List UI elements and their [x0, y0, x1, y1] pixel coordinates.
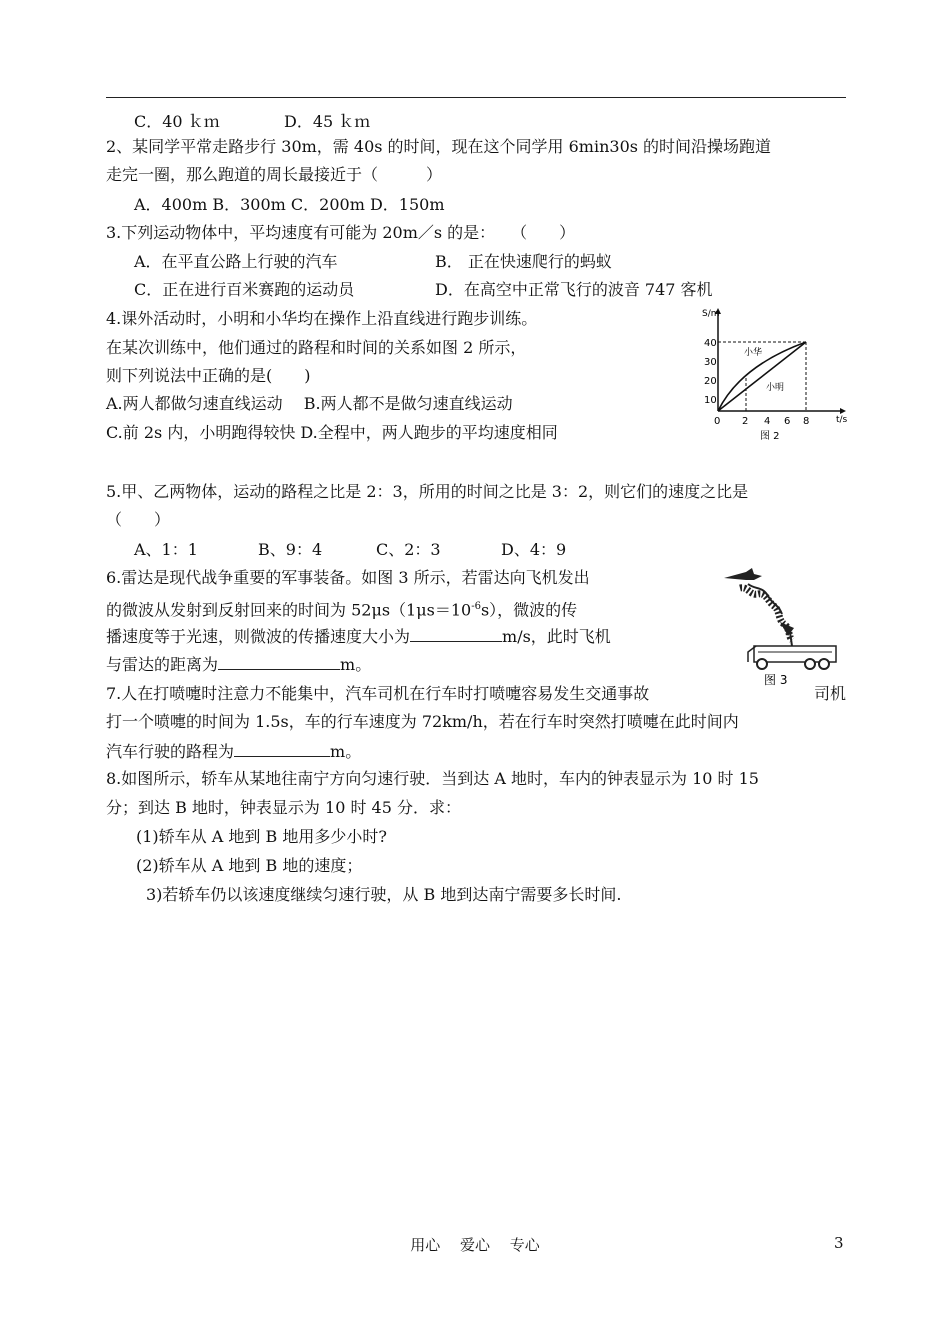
figure-2-caption: 图 2 — [760, 431, 780, 442]
y-tick-20: 20 — [704, 376, 717, 387]
page-number: 3 — [834, 1234, 844, 1252]
x-tick-4: 4 — [764, 416, 771, 427]
truck-wheel-icon — [757, 659, 767, 669]
q8-sub1: (1)轿车从 A 地到 B 地用多少小时? — [136, 827, 387, 846]
q7-line3-start: 汽车行驶的路程为 — [106, 742, 235, 761]
prev-option-d: D．45 ｋｍ — [284, 112, 371, 131]
q8-sub2: (2)轿车从 A 地到 B 地的速度； — [136, 856, 363, 875]
q4-options-cd: C.前 2s 内，小明跑得较快 D.全程中，两人跑步的平均速度相同 — [106, 423, 558, 442]
q7-line3 — [106, 740, 361, 763]
q5-option-d: D、4：9 — [501, 540, 567, 559]
q5-option-b: B、9：4 — [258, 540, 323, 559]
q7-line1-start: 7.人在打喷嚏时注意力不能集中，汽车司机在行车时打喷嚏容易发生交通事故 — [106, 684, 650, 703]
y-tick-10: 10 — [704, 395, 717, 406]
q6-line3-end: m/s，此时飞机 — [502, 627, 611, 646]
q2-line2: 走完一圈，那么跑道的周长最接近于（ ） — [106, 165, 443, 184]
airplane-icon — [724, 568, 762, 580]
q8-line2: 分；到达 B 地时，钟表显示为 10 时 45 分．求： — [106, 798, 461, 817]
q4-line2: 在某次训练中，他们通过的路程和时间的关系如图 2 所示， — [106, 338, 527, 357]
q6-line2 — [106, 596, 577, 621]
x-axis-label: t/s — [836, 415, 848, 425]
y-tick-40: 40 — [704, 338, 717, 349]
q3-option-b: B． 正在快速爬行的蚂蚁 — [435, 252, 612, 271]
y-tick-30: 30 — [704, 357, 717, 368]
figure-2-graph — [700, 306, 850, 446]
q3-option-d: D．在高空中正常飞行的波音 747 客机 — [435, 280, 713, 299]
x-tick-8: 8 — [803, 416, 810, 427]
q2-line1: 2、某同学平常走路步行 30m，需 40s 的时间，现在这个同学用 6min30s 的时间沿操场跑道 — [106, 137, 772, 156]
x-tick-0: 0 — [714, 416, 721, 427]
label-xiaohua: 小华 — [744, 348, 763, 358]
q6-blank-speed[interactable] — [410, 625, 502, 642]
label-xiaoming: 小明 — [766, 383, 785, 393]
figure-3-radar — [718, 566, 848, 688]
q3-option-c: C．正在进行百米赛跑的运动员 — [134, 280, 355, 299]
q6-line2-end: s），微波的传 — [480, 600, 578, 620]
q6-exponent: -6 — [471, 601, 481, 612]
q5-line2: （ ） — [106, 510, 171, 529]
q7-blank-distance[interactable] — [234, 740, 330, 757]
x-tick-6: 6 — [784, 416, 791, 427]
q6-line4-end: m。 — [340, 655, 372, 674]
prev-option-c: C．40 ｋｍ — [134, 112, 220, 131]
q6-blank-distance[interactable] — [218, 653, 340, 670]
truck-wheel-icon — [805, 659, 815, 669]
truck-wheel-icon — [819, 659, 829, 669]
footer-motto: 用心 爱心 专心 — [410, 1236, 540, 1254]
y-axis-label: S/m — [702, 309, 720, 319]
q6-line1: 6.雷达是现代战争重要的军事装备。如图 3 所示，若雷达向飞机发出 — [106, 568, 590, 587]
q8-sub3: 3)若轿车仍以该速度继续匀速行驶，从 B 地到达南宁需要多长时间. — [146, 885, 622, 904]
q7-line2: 打一个喷嚏的时间为 1.5s，车的行车速度为 72km/h，若在行车时突然打喷嚏在此时间内 — [106, 712, 739, 731]
radar-mast — [790, 632, 792, 646]
q3-option-a: A．在平直公路上行驶的汽车 — [134, 252, 338, 271]
truck-cab-icon — [748, 646, 756, 662]
q8-line1: 8.如图所示，轿车从某地往南宁方向匀速行驶．当到达 A 地时，车内的钟表显示为 10 时 15 — [106, 769, 759, 788]
q5-line1: 5.甲、乙两物体，运动的路程之比是 2：3，所用的时间之比是 3：2，则它们的速度之比是 — [106, 482, 749, 501]
q7-line1-end: 司机 — [814, 684, 847, 703]
q7-line3-end: m。 — [330, 742, 362, 761]
q4-options-ab: A.两人都做匀速直线运动 B.两人都不是做匀速直线运动 — [106, 394, 513, 413]
q6-line3-start: 播速度等于光速，则微波的传播速度大小为 — [106, 627, 411, 646]
q3-stem: 3.下列运动物体中，平均速度有可能为 20m／s 的是： （ ） — [106, 223, 576, 242]
q2-options: A．400m B．300m C．200m D．150m — [134, 195, 445, 214]
q6-line4 — [106, 653, 371, 676]
x-axis-arrow — [840, 408, 846, 414]
q6-line3 — [106, 625, 611, 648]
q4-line1: 4.课外活动时，小明和小华均在操作上沿直线进行跑步训练。 — [106, 309, 538, 328]
x-tick-2: 2 — [742, 416, 749, 427]
q6-line2-start: 的微波从发射到反射回来的时间为 52μs（1μs＝10 — [106, 600, 472, 620]
q4-line3: 则下列说法中正确的是( ) — [106, 366, 311, 385]
figure-3-caption: 图 3 — [764, 673, 788, 687]
q5-option-c: C、2：3 — [376, 540, 441, 559]
q5-option-a: A、1：1 — [134, 540, 198, 559]
wave-icon — [740, 588, 792, 640]
header-rule — [106, 97, 846, 98]
q6-line4-start: 与雷达的距离为 — [106, 655, 219, 674]
